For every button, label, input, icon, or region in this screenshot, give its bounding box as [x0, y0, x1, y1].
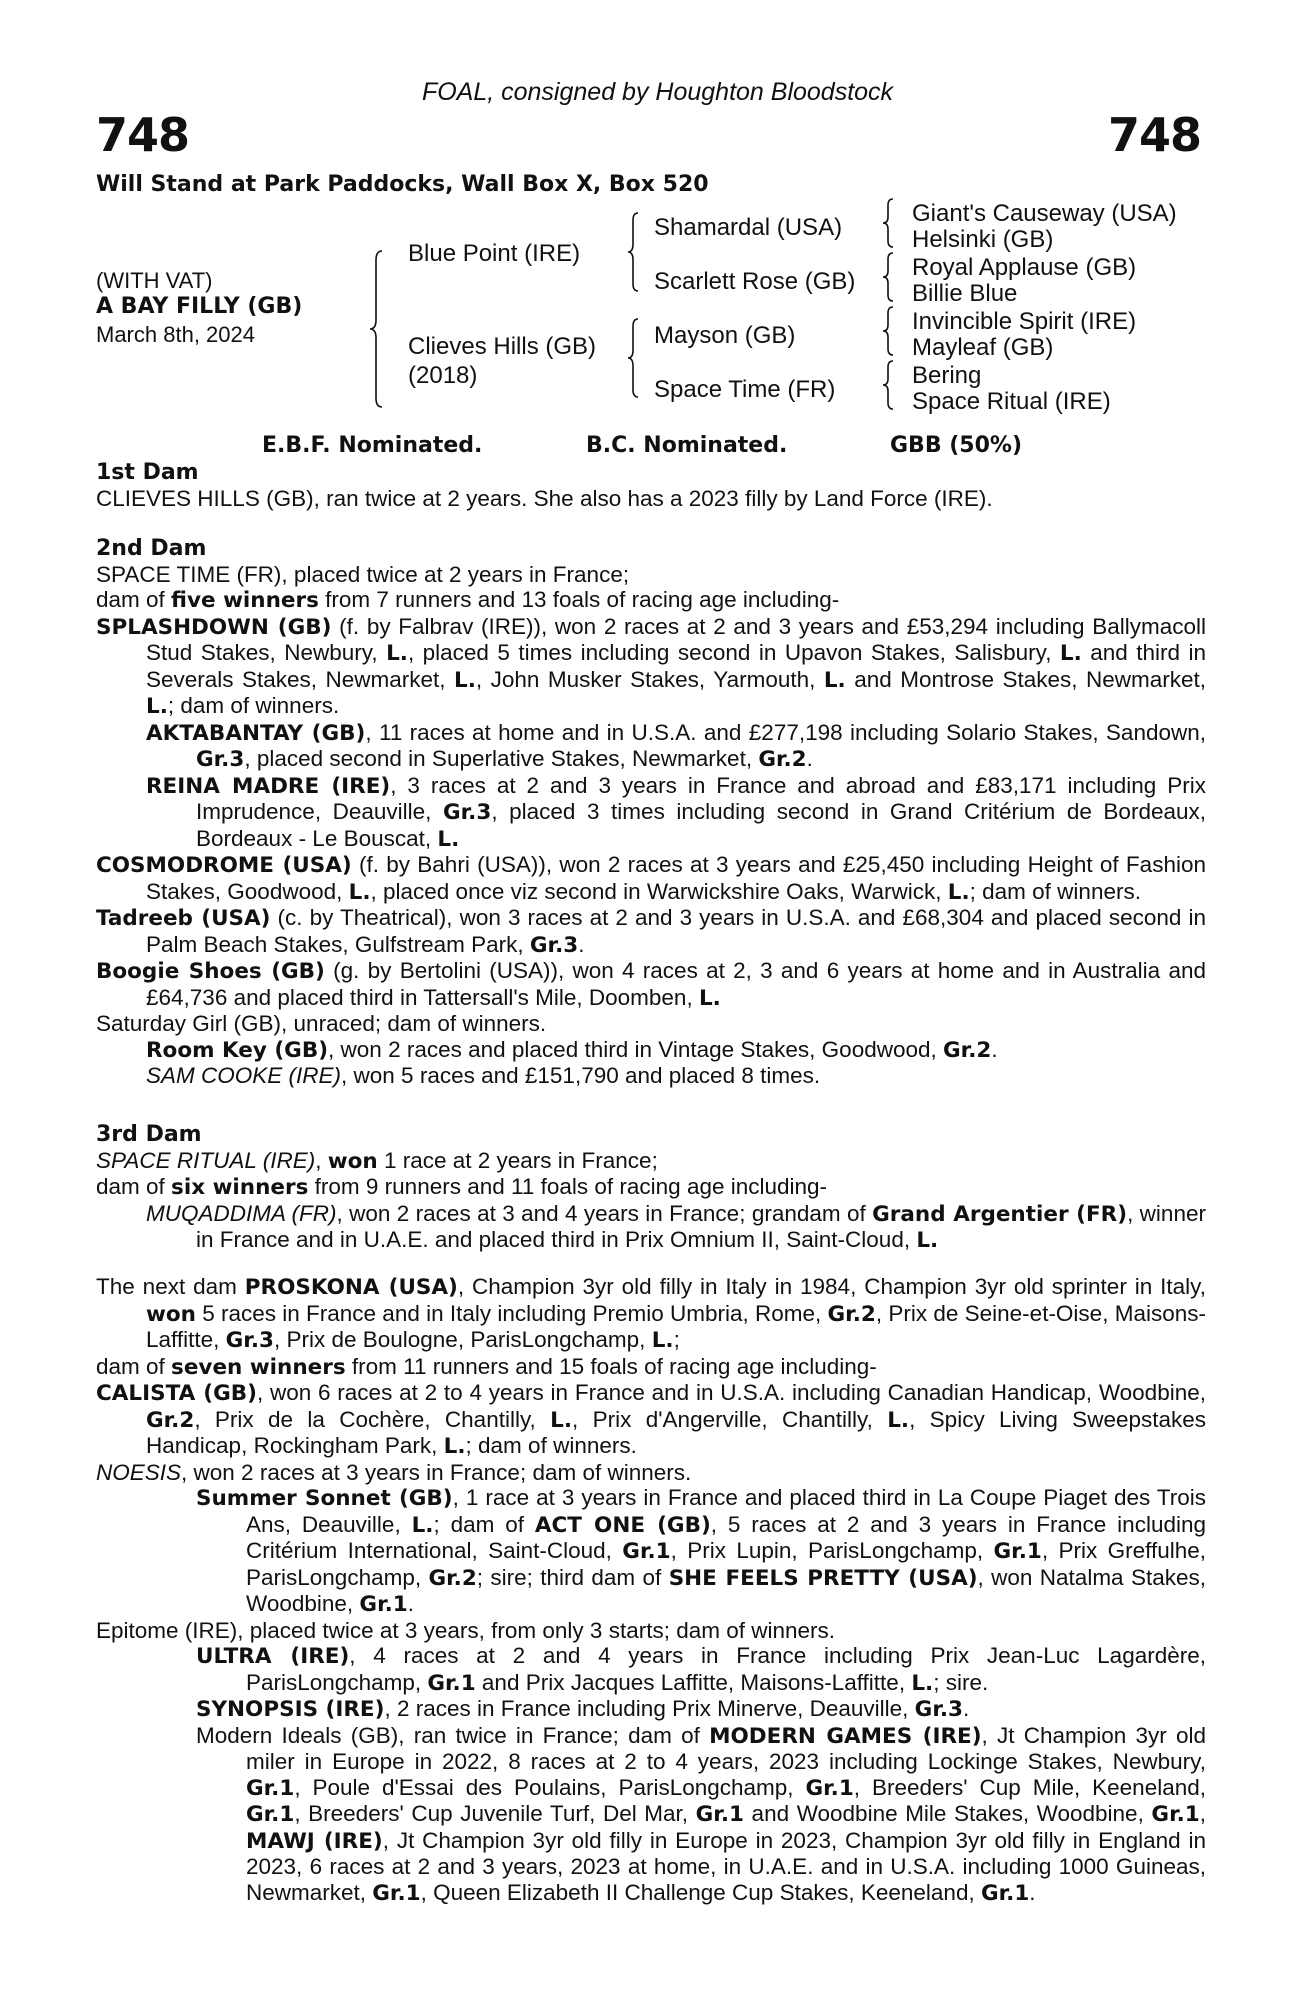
- vat-note: (WITH VAT): [96, 268, 213, 293]
- pedigree-brace-main: [368, 250, 388, 408]
- text: ; dam of winners.: [969, 878, 1141, 904]
- horse-name: SPACE RITUAL (IRE): [96, 1147, 316, 1173]
- pedigree-brace-g4: [882, 360, 898, 410]
- progeny-entry: [96, 1643, 1206, 1696]
- lot-number-right: 748: [1107, 108, 1201, 162]
- text: , won Natalma Stakes, Woodbine,: [246, 1564, 1206, 1616]
- race-grade: L.: [651, 1328, 674, 1353]
- pedigree-brace-sire: [626, 212, 644, 292]
- stand-location: Will Stand at Park Paddocks, Wall Box X, Box 520: [96, 172, 709, 197]
- progeny-entry: [96, 1618, 1206, 1644]
- progeny-entry: [96, 1696, 1206, 1723]
- race-grade: L.: [550, 1407, 573, 1433]
- sire: Blue Point (IRE): [408, 240, 581, 267]
- race-grade: Gr.1: [622, 1539, 671, 1564]
- bc-nomination: B.C. Nominated.: [586, 433, 788, 458]
- second-dam-intro: SPACE TIME (FR), placed twice at 2 years in France;: [96, 561, 630, 587]
- horse-name: SPLASHDOWN (GB): [96, 614, 332, 640]
- race-grade: Gr.3: [443, 800, 492, 825]
- pedigree-brace-dam: [626, 318, 644, 398]
- race-grade: L.: [386, 641, 408, 666]
- race-grade: Gr.1: [372, 1880, 421, 1906]
- text: Epitome (IRE), placed twice at 3 years, from only 3 starts; dam of winners.: [96, 1617, 836, 1643]
- second-dam-section: [96, 535, 1206, 1089]
- text: ; dam of winners.: [465, 1433, 637, 1458]
- text: ; dam of winners.: [167, 693, 340, 718]
- race-grade: Gr.1: [805, 1775, 854, 1801]
- race-grade: L.: [411, 1512, 434, 1538]
- text: and Montrose Stakes, Newmarket,: [845, 666, 1207, 692]
- first-dam-heading: 1st Dam: [96, 460, 199, 485]
- grandparent-8: Space Ritual (IRE): [912, 388, 1111, 415]
- text: and Prix Jacques Laffitte, Maisons-Laffitte,: [475, 1669, 912, 1695]
- second-dam-heading: 2nd Dam: [96, 536, 207, 561]
- text: , Prix Lupin, ParisLongchamp,: [670, 1538, 994, 1563]
- text: , winner in France and in U.A.E. and placed third in Prix Omnium II, Saint-Cloud,: [196, 1200, 1206, 1252]
- winners-count: seven winners: [171, 1354, 346, 1380]
- progeny-entry: [96, 958, 1206, 1011]
- text: won: [327, 1148, 378, 1174]
- text: , 2 races in France including Prix Minerve, Deauville,: [384, 1696, 915, 1721]
- horse-name: SAM COOKE (IRE): [146, 1063, 342, 1088]
- horse-name: NOESIS: [96, 1459, 182, 1485]
- text: dam of: [96, 1174, 172, 1199]
- progeny-entry: [96, 1723, 1206, 1907]
- pedigree-brace-g1: [882, 198, 898, 248]
- progeny-entry: [96, 1011, 1206, 1037]
- text: .: [991, 1036, 998, 1062]
- text: , Breeders' Cup Juvenile Turf, Del Mar,: [294, 1801, 696, 1826]
- text: The next dam: [96, 1274, 245, 1299]
- horse-name: ACT ONE (GB): [534, 1512, 711, 1538]
- race-grade: Gr.3: [914, 1697, 963, 1722]
- text: , placed 5 times including second in Upavon Stakes, Salisbury,: [407, 640, 1060, 665]
- third-dam-heading: 3rd Dam: [96, 1122, 202, 1147]
- race-grade: Gr.1: [427, 1670, 476, 1696]
- text: , Champion 3yr old filly in Italy in 1984, Champion 3yr old sprinter in Italy,: [457, 1274, 1206, 1299]
- text: .: [407, 1591, 414, 1616]
- text: , Prix d'Angerville, Chantilly,: [572, 1406, 888, 1432]
- grandparent-2: Helsinki (GB): [912, 226, 1054, 253]
- text: won: [146, 1301, 196, 1327]
- race-grade: Gr.1: [359, 1592, 408, 1617]
- text: Saturday Girl (GB), unraced; dam of winners.: [96, 1011, 547, 1036]
- progeny-entry: [96, 614, 1206, 720]
- lot-number-left: 748: [96, 108, 190, 162]
- grandparent-6: Mayleaf (GB): [912, 334, 1054, 361]
- race-grade: L.: [911, 1670, 934, 1696]
- text: ,: [1199, 1801, 1206, 1826]
- sire-dam: Scarlett Rose (GB): [654, 268, 856, 295]
- ebf-nomination: E.B.F. Nominated.: [262, 433, 483, 458]
- text: , Prix de la Cochère, Chantilly,: [194, 1406, 551, 1432]
- race-grade: Gr.2: [428, 1565, 477, 1591]
- consignment-line: FOAL, consigned by Houghton Bloodstock: [421, 78, 894, 106]
- progeny-entry: [96, 1380, 1206, 1460]
- dam-year: (2018): [408, 362, 478, 389]
- next-dam-intro: [96, 1274, 1206, 1354]
- race-grade: L.: [916, 1228, 939, 1253]
- horse-name: REINA MADRE (IRE): [146, 773, 391, 799]
- text: .: [1029, 1879, 1036, 1905]
- horse-name: Boogie Shoes (GB): [96, 959, 325, 984]
- text: .: [806, 746, 813, 771]
- progeny-entry: [96, 720, 1206, 773]
- first-dam-text: CLIEVES HILLS (GB), ran twice at 2 years. She also has a 2023 filly by Land Force (IRE).: [96, 485, 993, 511]
- dam: Clieves Hills (GB): [408, 333, 597, 360]
- text: ,: [315, 1147, 328, 1173]
- horse-name: AKTABANTAY (GB): [146, 720, 366, 746]
- race-grade: Gr.1: [246, 1802, 295, 1827]
- text: from 7 runners and 13 foals of racing age including-: [318, 587, 840, 612]
- race-grade: Gr.1: [1151, 1802, 1200, 1827]
- grandparent-3: Royal Applause (GB): [912, 254, 1137, 281]
- text: .: [962, 1696, 970, 1721]
- progeny-entry: [96, 773, 1206, 853]
- race-grade: Gr.2: [827, 1301, 876, 1327]
- horse-name: A BAY FILLY (GB): [96, 294, 303, 319]
- race-grade: Gr.1: [993, 1539, 1042, 1564]
- race-grade: L.: [454, 667, 476, 693]
- text: from 9 runners and 11 foals of racing age including-: [308, 1174, 828, 1199]
- text: , placed second in Superlative Stakes, Newmarket,: [244, 746, 759, 771]
- race-grade: L.: [443, 1434, 466, 1459]
- race-grade: L.: [348, 879, 371, 905]
- race-grade: L.: [947, 879, 970, 905]
- horse-name: Grand Argentier (FR): [872, 1201, 1128, 1227]
- winners-count: six winners: [171, 1175, 309, 1200]
- race-grade: L.: [1059, 641, 1082, 666]
- text: , Prix de Boulogne, ParisLongchamp,: [273, 1327, 652, 1352]
- text: , Queen Elizabeth II Challenge Cup Stakes, Keeneland,: [420, 1879, 981, 1905]
- horse-name: PROSKONA (USA): [244, 1275, 458, 1300]
- text: , 5 races at 2 and 3 years in France including Critérium International, Saint-Cloud,: [246, 1511, 1206, 1563]
- first-dam-section: [96, 459, 1206, 511]
- text: , won 2 races and placed third in Vintage Stakes, Goodwood,: [328, 1036, 944, 1062]
- horse-name: COSMODROME (USA): [96, 853, 352, 878]
- horse-name: Summer Sonnet (GB): [196, 1486, 453, 1511]
- dam-sire: Mayson (GB): [654, 322, 796, 349]
- race-grade: L.: [437, 826, 460, 852]
- race-grade: L.: [698, 985, 721, 1011]
- race-grade: Gr.1: [695, 1802, 744, 1827]
- race-grade: Gr.3: [225, 1328, 274, 1353]
- progeny-entry: [96, 1037, 1206, 1064]
- text: , won 6 races at 2 to 4 years in France and in U.S.A. including Canadian Handicap, Woodbine,: [256, 1380, 1206, 1405]
- grandparent-5: Invincible Spirit (IRE): [912, 308, 1137, 335]
- text: ; dam of: [433, 1511, 535, 1537]
- text: ; sire; third dam of: [476, 1564, 669, 1590]
- third-dam-section: [96, 1121, 1206, 1254]
- race-grade: L.: [823, 667, 846, 693]
- text: from 11 runners and 15 foals of racing age including-: [345, 1353, 877, 1379]
- text: , Jt Champion 3yr old miler in Europe in 2022, 8 races at 2 to 4 years, 2023 including Lockinge Stakes, Newbury,: [246, 1722, 1206, 1774]
- text: , Spicy Living Sweepstakes Handicap, Rockingham Park,: [146, 1406, 1207, 1458]
- text: ;: [673, 1327, 680, 1352]
- progeny-entry: [96, 852, 1206, 905]
- text: (f. by Falbrav (IRE)), won 2 races at 2 and 3 years and £53,294 including Ballymacoll Stud Stakes, Newbury,: [146, 613, 1206, 665]
- text: dam of: [96, 1353, 172, 1379]
- text: , won 2 races at 3 and 4 years in France; grandam of: [336, 1200, 873, 1226]
- text: (c. by Theatrical), won 3 races at 2 and 3 years in U.S.A. and £68,304 and placed second in Palm Beach Stakes, Gulfstream Park,: [146, 905, 1206, 957]
- horse-name: ULTRA (IRE): [196, 1644, 350, 1669]
- race-grade: Gr.3: [196, 747, 245, 772]
- next-dam-section: [96, 1274, 1206, 1906]
- grandparent-7: Bering: [912, 362, 982, 389]
- horse-name: Tadreeb (USA): [96, 906, 271, 931]
- race-grade: Gr.1: [246, 1775, 295, 1801]
- horse-name: MODERN GAMES (IRE): [709, 1723, 982, 1749]
- text: , won 2 races at 3 years in France; dam of winners.: [181, 1459, 692, 1485]
- text: ; sire.: [933, 1669, 989, 1695]
- text: , 3 races at 2 and 3 years in France and abroad and £83,171 including Prix Imprudence, Deauville,: [196, 772, 1206, 824]
- progeny-entry: [96, 1063, 1206, 1089]
- grandparent-1: Giant's Causeway (USA): [912, 200, 1177, 227]
- progeny-entry: [96, 1485, 1206, 1618]
- text: and Woodbine Mile Stakes, Woodbine,: [743, 1801, 1152, 1826]
- horse-name: SYNOPSIS (IRE): [196, 1697, 385, 1722]
- horse-name: MUQADDIMA (FR): [146, 1200, 337, 1226]
- text: , Breeders' Cup Mile, Keeneland,: [853, 1774, 1207, 1800]
- foaling-date: March 8th, 2024: [96, 322, 255, 347]
- progeny-entry: [96, 905, 1206, 958]
- race-grade: L.: [146, 694, 168, 719]
- text: and third in Severals Stakes, Newmarket,: [146, 640, 1206, 692]
- horse-name: CALISTA (GB): [96, 1381, 257, 1406]
- text: (g. by Bertolini (USA)), won 4 races at 2, 3 and 6 years at home and in Australia and £64,736 and placed third in Tattersall's Mile, Doomben,: [146, 958, 1206, 1010]
- pedigree-brace-g2: [882, 252, 898, 302]
- horse-name: Room Key (GB): [146, 1037, 329, 1063]
- horse-name: SHE FEELS PRETTY (USA): [668, 1565, 978, 1591]
- winners-count: five winners: [171, 588, 319, 613]
- text: , Prix de Seine-et-Oise, Maisons-Laffitte,: [146, 1300, 1206, 1352]
- pedigree-brace-g3: [882, 306, 898, 356]
- race-grade: Gr.1: [980, 1880, 1030, 1906]
- text: 1 race at 2 years in France;: [377, 1147, 658, 1173]
- progeny-entry: [96, 1201, 1206, 1254]
- text: , Poule d'Essai des Poulains, ParisLongchamp,: [294, 1774, 806, 1800]
- progeny-entry: [96, 1460, 1206, 1486]
- text: (f. by Bahri (USA)), won 2 races at 3 years and £25,450 including Height of Fashion Stakes, Goodwood,: [146, 852, 1206, 904]
- race-grade: L.: [887, 1407, 910, 1433]
- text: , Jt Champion 3yr old filly in Europe in 2023, Champion 3yr old filly in England in 2023, 6 races at 2 and 3 years, 2023 at home, in U.A.E. and in U.S.A. including 1000 Guineas, Newmarket,: [246, 1827, 1206, 1905]
- gbb-status: GBB (50%): [890, 433, 1023, 458]
- text: dam of: [96, 587, 172, 612]
- sire-sire: Shamardal (USA): [654, 214, 843, 241]
- horse-name: MAWJ (IRE): [246, 1828, 383, 1854]
- text: , placed 3 times including second in Grand Critérium de Bordeaux, Bordeaux - Le Bouscat,: [196, 799, 1206, 851]
- text: , won 5 races and £151,790 and placed 8 times.: [341, 1063, 821, 1088]
- dam-dam: Space Time (FR): [654, 376, 836, 403]
- race-grade: Gr.2: [758, 747, 807, 772]
- text: 5 races in France and in Italy including Premio Umbria, Rome,: [195, 1300, 828, 1326]
- grandparent-4: Billie Blue: [912, 280, 1018, 307]
- text: , placed once viz second in Warwickshire Oaks, Warwick,: [370, 878, 948, 904]
- text: , 4 races at 2 and 4 years in France including Prix Jean-Luc Lagardère, ParisLongchamp,: [246, 1643, 1206, 1695]
- text: , John Musker Stakes, Yarmouth,: [475, 666, 824, 692]
- race-grade: Gr.3: [529, 932, 579, 958]
- race-grade: Gr.2: [943, 1037, 992, 1063]
- text: , 11 races at home and in U.S.A. and £277,198 including Solario Stakes, Sandown,: [365, 719, 1206, 745]
- text: , Prix Greffulhe, ParisLongchamp,: [246, 1538, 1206, 1590]
- text: , 1 race at 3 years in France and placed third in La Coupe Piaget des Trois Ans, Deauville,: [246, 1485, 1206, 1537]
- text: .: [578, 931, 585, 957]
- text: Modern Ideals (GB), ran twice in France; dam of: [196, 1722, 710, 1748]
- race-grade: Gr.2: [146, 1407, 195, 1433]
